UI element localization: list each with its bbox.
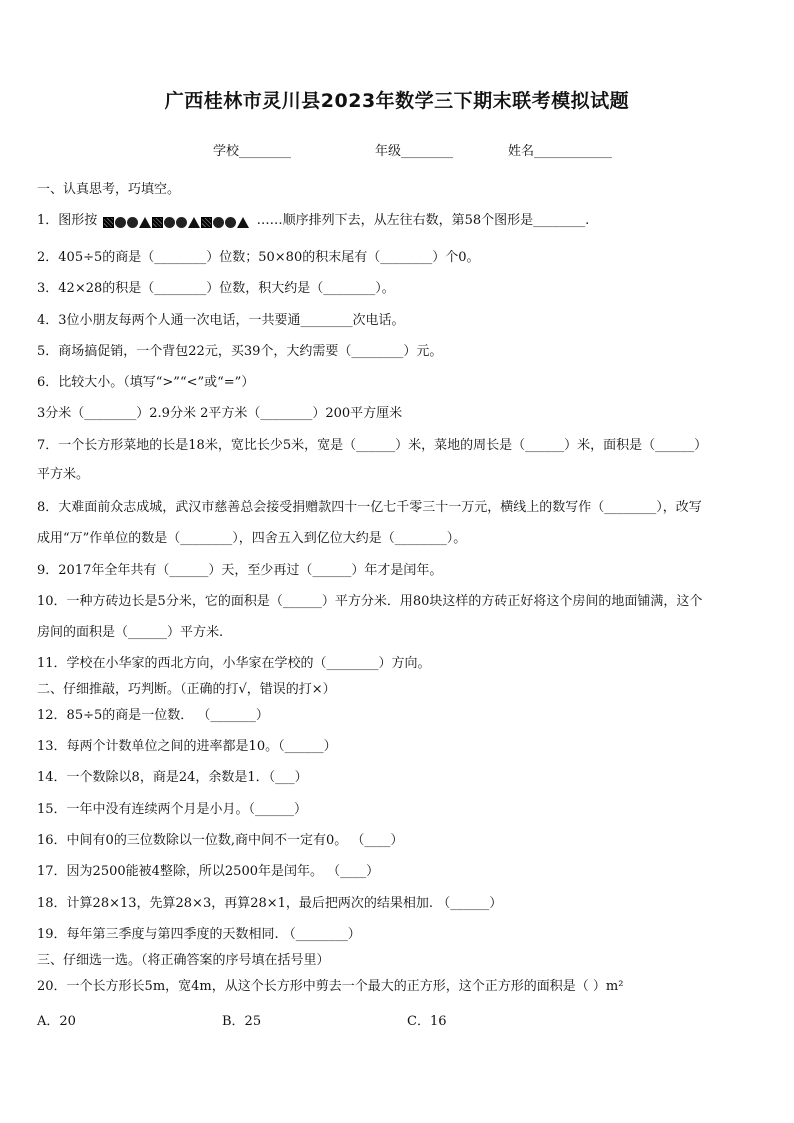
choice-a: A．20 [37, 1014, 76, 1029]
triangle-icon [237, 217, 249, 228]
question-10: 10．一种方砖边长是5分米，它的面积是（______）平方分米．用80块这样的方砖正好将这个房间的地面铺满，这个 [37, 594, 703, 609]
exam-title: 广西桂林市灵川县2023年数学三下期末联考模拟试题 [164, 90, 630, 112]
question-19: 19．每年第三季度与第四季度的天数相同. （________） [37, 927, 361, 942]
question-20: 20．一个长方形长5m，宽4m，从这个长方形中剪去一个最大的正方形，这个正方形的面积是（ ）m² [37, 979, 624, 994]
choice-c: C．16 [407, 1014, 447, 1029]
question-2: 2．405÷5的商是（________）位数；50×80的积末尾有（________）个0。 [37, 250, 480, 265]
question-5: 5．商场搞促销，一个背包22元，买39个，大约需要（________）元。 [37, 344, 443, 359]
question-3: 3．42×28的积是（________）位数，积大约是（________）。 [37, 281, 395, 296]
section-1-heading: 一、认真思考，巧填空。 [37, 182, 181, 197]
shape-sequence [103, 214, 250, 232]
name-field: 姓名____________ [508, 144, 613, 159]
circle-icon [225, 217, 236, 228]
question-11: 11．学校在小华家的西北方向，小华家在学校的（________）方向。 [37, 656, 431, 671]
section-2-heading: 二、仔细推敲，巧判断。（正确的打√，错误的打×） [37, 682, 336, 697]
square-icon [201, 217, 212, 228]
question-13: 13．每两个计数单位之间的进率都是10。（______） [37, 739, 337, 754]
question-8: 8．大难面前众志成城，武汉市慈善总会接受捐赠款四十一亿七千零三十一万元，横线上的数写作（________），改写 [37, 500, 702, 515]
question-12: 12．85÷5的商是一位数． （_______） [37, 708, 269, 723]
question-4: 4．3位小朋友每两个人通一次电话，一共要通________次电话。 [37, 313, 405, 328]
question-8-cont: 成用“万”作单位的数是（________），四舍五入到亿位大约是（________）。 [37, 531, 467, 546]
question-15: 15．一年中没有连续两个月是小月。（______） [37, 802, 308, 817]
circle-icon [115, 217, 126, 228]
circle-icon [213, 217, 224, 228]
circle-icon [127, 217, 138, 228]
square-icon [152, 217, 163, 228]
question-1-suffix: ……顺序排列下去，从左往右数，第58个图形是________. [256, 213, 590, 228]
grade-field: 年级________ [375, 144, 454, 159]
question-1 [37, 212, 589, 232]
question-1-prefix: 1．图形按 [37, 213, 98, 228]
question-10-cont: 房间的面积是（______）平方米. [37, 625, 224, 640]
question-14: 14．一个数除以8，商是24，余数是1．（___） [37, 770, 308, 785]
question-18: 18．计算28×13，先算28×3，再算28×1，最后把两次的结果相加. （______） [37, 896, 503, 911]
circle-icon [164, 217, 175, 228]
school-field: 学校________ [213, 144, 292, 159]
question-9: 9．2017年全年共有（______）天，至少再过（______）年才是闰年。 [37, 563, 443, 578]
section-3-heading: 三、仔细选一选。（将正确答案的序号填在括号里） [37, 953, 330, 968]
question-6: 6．比较大小。（填写“>”“<”或“=”） [37, 375, 255, 390]
question-7: 7．一个长方形菜地的长是18米，宽比长少5米，宽是（______）米，菜地的周长是（______）米，面积是（______） [37, 438, 708, 453]
choice-b: B．25 [222, 1014, 262, 1029]
question-7-cont: 平方米。 [37, 467, 90, 482]
question-6-compare: 3分米（________）2.9分米 2平方米（________）200平方厘米 [37, 406, 403, 421]
circle-icon [176, 217, 187, 228]
triangle-icon [188, 217, 200, 228]
square-icon [103, 217, 114, 228]
triangle-icon [139, 217, 151, 228]
question-17: 17．因为2500能被4整除，所以2500年是闰年。 （____） [37, 864, 380, 879]
question-16: 16．中间有0的三位数除以一位数,商中间不一定有0。 （____） [37, 833, 404, 848]
